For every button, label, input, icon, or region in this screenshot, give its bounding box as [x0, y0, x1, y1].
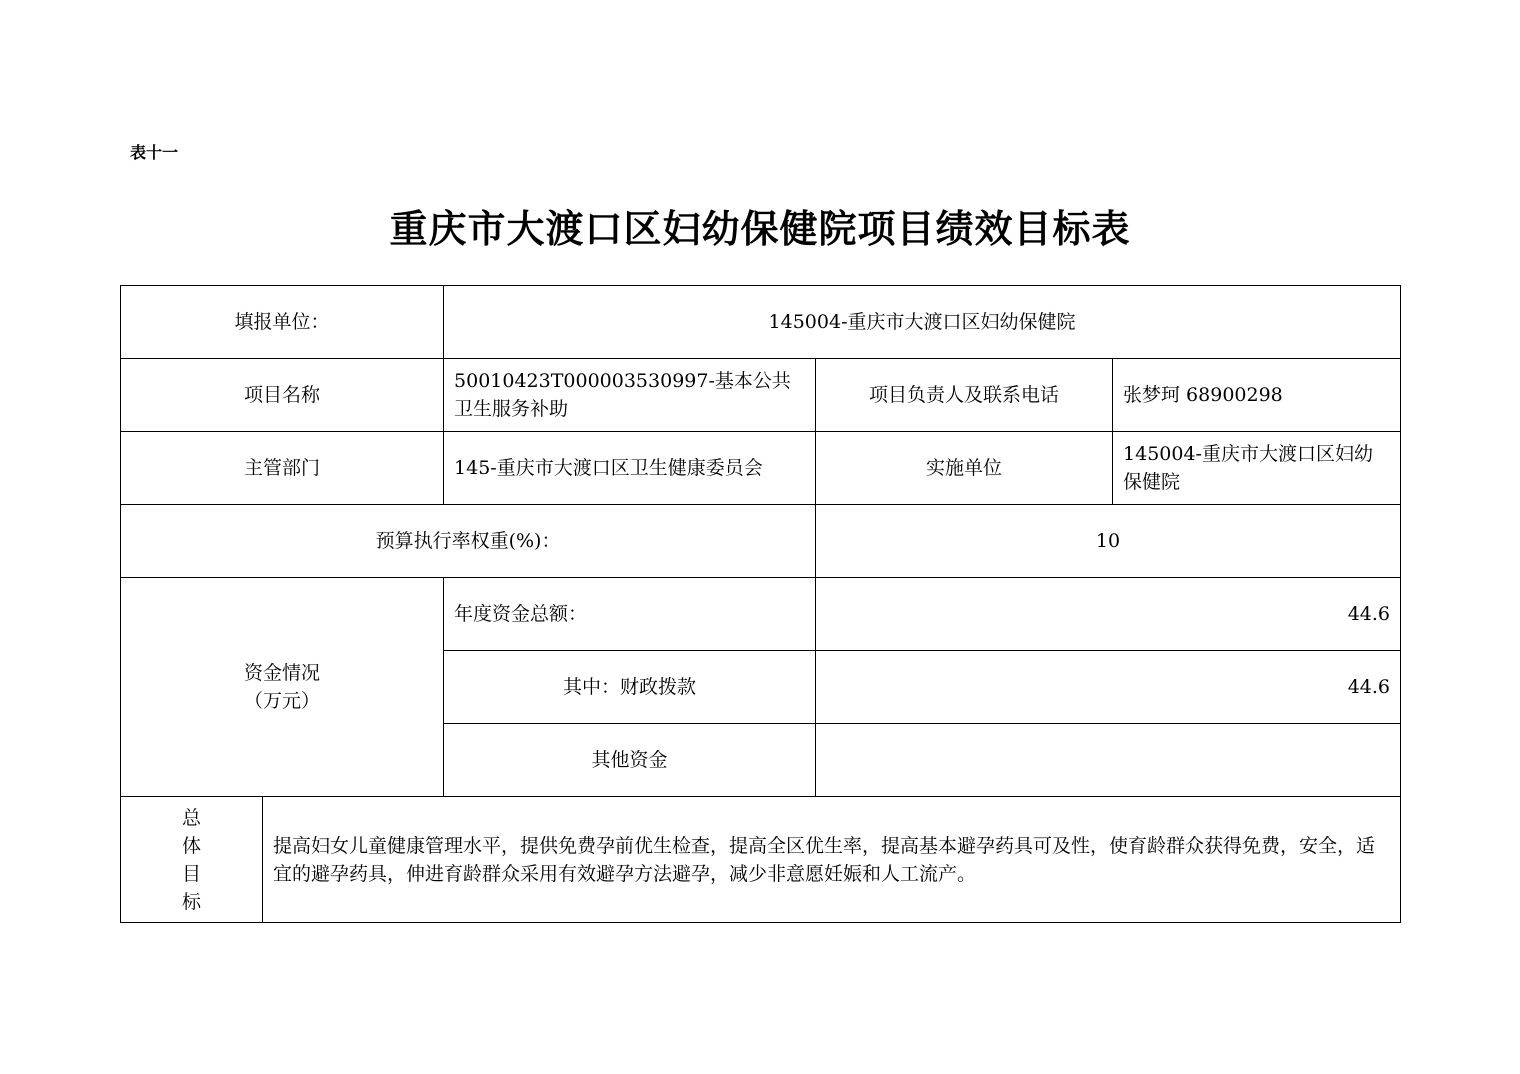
reporting-unit-label: 填报单位：: [121, 286, 444, 359]
budget-weight-value: 10: [816, 505, 1401, 578]
overall-goal-label: [121, 797, 263, 923]
project-name-row: [121, 359, 1401, 432]
fiscal-value: 44.6: [816, 651, 1401, 724]
goal-label-char: 标: [181, 890, 201, 913]
budget-weight-row: [121, 505, 1401, 578]
implementer-label: 实施单位: [816, 432, 1113, 505]
supervisor-label: 主管部门: [121, 432, 444, 505]
fiscal-label: 其中：财政拨款: [444, 651, 816, 724]
annual-total-value: 44.6: [816, 578, 1401, 651]
funds-label-line2: （万元）: [244, 690, 321, 712]
overall-goal-row: [121, 797, 1401, 923]
table-number-label: 表十一: [130, 143, 179, 162]
supervisor-row: [121, 432, 1401, 505]
goal-label-char: 总: [181, 806, 201, 829]
annual-total-row: [121, 578, 1401, 651]
other-funds-value: [816, 724, 1401, 797]
project-name-label: 项目名称: [121, 359, 444, 432]
overall-goal-text: 提高妇女儿童健康管理水平，提供免费孕前优生检查，提高全区优生率，提高基本避孕药具可及性，使育龄群众获得免费，安全，适宜的避孕药具，伸进育龄群众采用有效避孕方法避孕，减少非意愿妊娠和人工流产。: [263, 797, 1401, 923]
performance-goal-table: [120, 285, 1401, 923]
funds-label: [121, 578, 444, 797]
goal-label-char: 体: [181, 834, 201, 857]
document-title: 重庆市大渡口区妇幼保健院项目绩效目标表: [389, 206, 1131, 251]
funds-label-line1: 资金情况: [244, 662, 321, 684]
reporting-unit-value: 145004-重庆市大渡口区妇幼保健院: [444, 286, 1401, 359]
annual-total-label: 年度资金总额：: [444, 578, 816, 651]
goal-label-char: 目: [181, 862, 201, 885]
implementer-value: 145004-重庆市大渡口区妇幼保健院: [1113, 432, 1401, 505]
project-lead-label: 项目负责人及联系电话: [816, 359, 1113, 432]
project-lead-value: 张梦珂 68900298: [1113, 359, 1401, 432]
other-funds-label: 其他资金: [444, 724, 816, 797]
budget-weight-label: 预算执行率权重(%)：: [121, 505, 816, 578]
project-name-value: 50010423T000003530997-基本公共卫生服务补助: [444, 359, 816, 432]
reporting-unit-row: [121, 286, 1401, 359]
supervisor-value: 145-重庆市大渡口区卫生健康委员会: [444, 432, 816, 505]
